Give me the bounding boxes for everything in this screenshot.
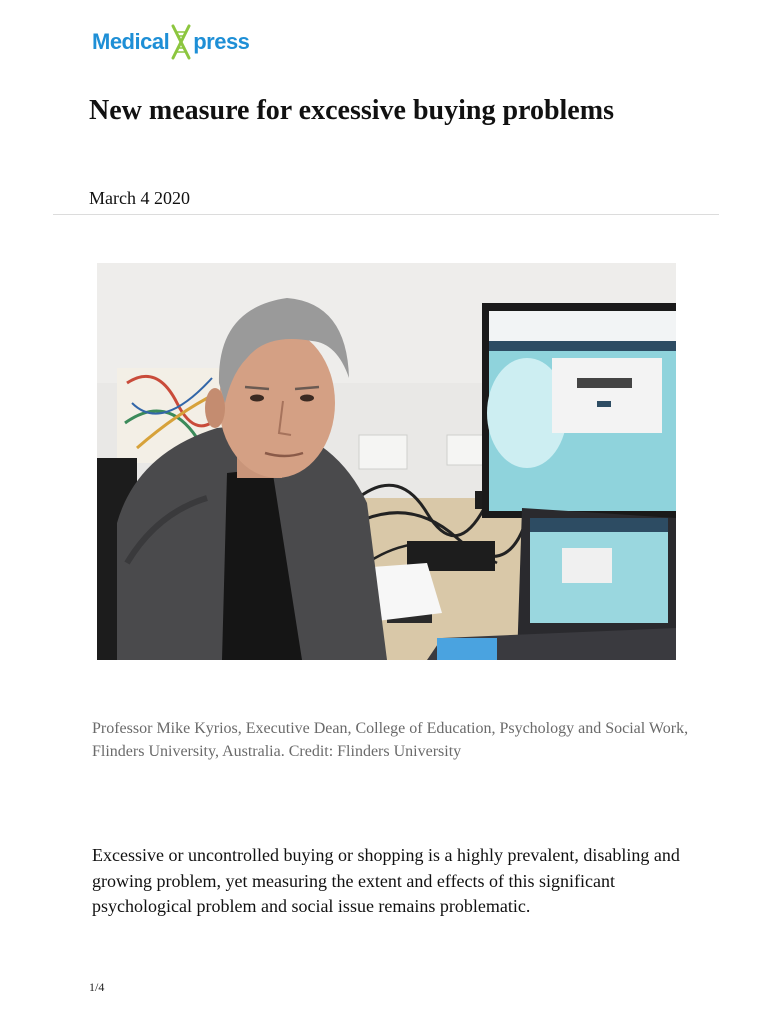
site-logo[interactable] [92,24,249,60]
article-date: March 4 2020 [89,188,190,208]
photo-caption: Professor Mike Kyrios, Executive Dean, College of Education, Psychology and Social Work, Flinders University, Australia. Credit: Flinders University [92,720,689,760]
logo-word-medical: Medical [92,29,170,54]
article-title: New measure for excessive buying problems [89,95,614,126]
dna-x-icon [170,24,192,60]
logo-word-press: press [193,29,250,54]
page-number: 1/4 [89,980,105,994]
article-paragraph: Excessive or uncontrolled buying or shopping is a highly prevalent, disabling and growing problem, yet measuring the extent and effects of this significant psychological problem and social issue remains problematic. [92,845,680,916]
photo-illustration [97,263,676,660]
article-photo [97,263,676,660]
header-divider [53,214,719,215]
